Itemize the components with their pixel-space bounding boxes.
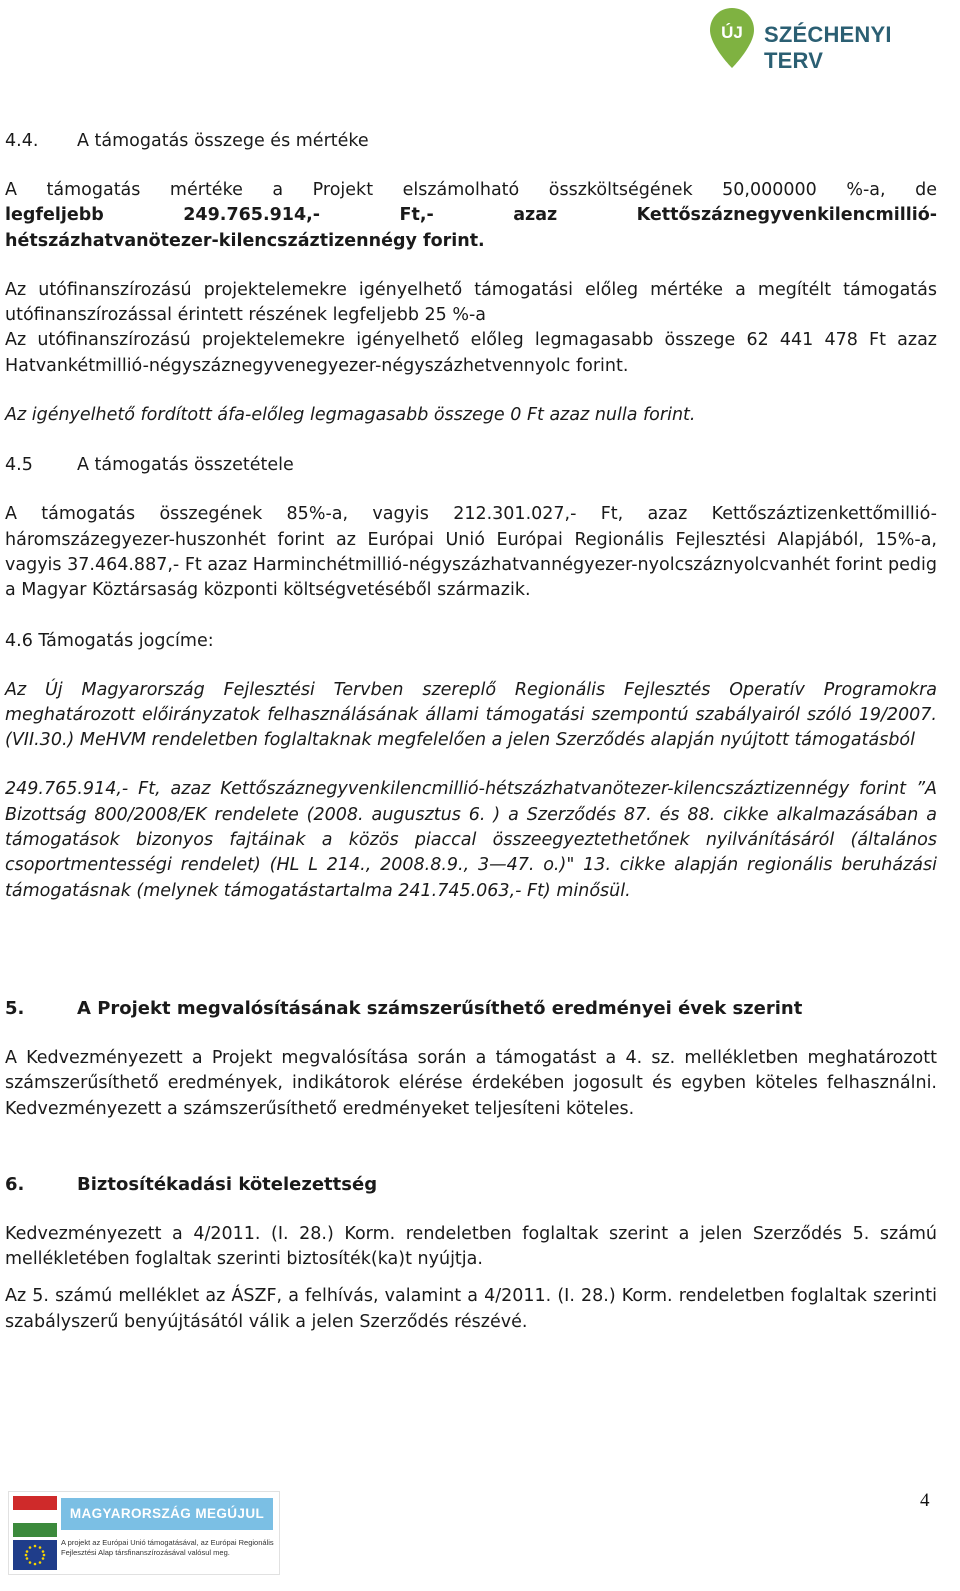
heading-number: 5. [5,997,25,1019]
paragraph-advance-max: Az utófinanszírozású projektelemekre igényelhető előleg legmagasabb összege 62 441 478 Ft azaz Hatvankétmillió-négyszáznegyvenegyezer-négyszázhetvennyolc forint. [5,330,937,376]
heading-section-6 [5,1172,937,1198]
heading-section-5 [5,996,937,1022]
fine-print: A projekt az Európai Unió támogatásával, az Európai Regionális Fejlesztési Alap társfinanszírozásával valósul meg. [61,1538,274,1557]
szechenyi-terv-logo [708,6,948,76]
heading-title: Biztosítékadási kötelezettség [77,1173,378,1195]
logo-text: SZÉCHENYI TERV [764,22,892,73]
paragraph-legal-reference: 249.765.914,- Ft, azaz Kettőszáznegyvenkilencmillió-hétszázhatvanötezer-kilencszáztizennégy forint ”A Bizottság 800/2008/EK rendelete (2008. augusztus 6. ) a Szerződés 87. és 88. cikke alkalmazásában a támogatások bizonyos fajtáinak a közös piaccal összeegyeztethetőnek nyilvánításáról (általános csoportmentességi rendelet) (HL L 214., 2008.8.9., 3—47. o.)" 13. cikke alapján regionális beruházási támogatásnak (melynek támogatástartalma 241.745.063,- Ft) minősül. [5,779,937,901]
paragraph-results: A Kedvezményezett a Projekt megvalósítása során a támogatást a 4. sz. mellékletben meghatározott számszerűsíthető eredmények, indikátorok elérése érdekében jogosult és egyben köteles felhasználni. Kedvezményezett a számszerűsíthető eredményeket teljesíteni köteles. [5,1047,937,1119]
paragraph-composition: A támogatás összegének 85%-a, vagyis 212.301.027,- Ft, azaz Kettőszáztizenkettőmillió-háromszázegyezer-huszonhét forint az Európai Unió Európai Regionális Fejlesztési Alapjából, 15%-a, vagyis 37.464.887,- Ft azaz Harminchétmillió-négyszázhatvannégyezer-nyolcszáznyolcvanhét forint pedig a Magyar Köztársaság központi költségvetéséből származik. [5,504,937,601]
heading-4-5 [5,452,937,478]
heading-title: A támogatás összetétele [77,455,294,476]
paragraph-advance-rate: Az utófinanszírozású projektelemekre igényelhető támogatási előleg mértéke a megítélt támogatás utófinanszírozással érintett részének legfeljebb 25 %-a [5,279,937,326]
paragraph-support-amount [5,178,937,254]
paragraph-line: A támogatás mértéke a Projekt elszámolható összköltségének 50,000000 %-a, de [5,180,937,200]
heading-title: A Projekt megvalósításának számszerűsíthető eredményei évek szerint [77,997,803,1019]
paragraph-vat-advance: Az igényelhető fordított áfa-előleg legmagasabb összege 0 Ft azaz nulla forint. [5,405,696,426]
paragraph-line: legfeljebb 249.765.914,- Ft,- azaz Kettőszáznegyvenkilencmillió- [5,205,937,226]
heading-number: 4.4. [5,131,39,151]
magyarorszag-megujul-logo [8,1491,280,1575]
heading-number: 4.5 [5,455,33,476]
hungarian-flag-icon [13,1496,57,1537]
heading-title: A támogatás összege és mértéke [77,131,369,151]
logo-mark-text: ÚJ [721,23,743,42]
heading-4-4 [5,128,937,154]
page-number: 4 [920,1490,930,1511]
paragraph-legal-basis: Az Új Magyarország Fejlesztési Tervben szereplő Regionális Fejlesztés Operatív Programokra meghatározott előirányzatok felhasználásának állami támogatási szempontú szabályairól szóló 19/2007. (VII.30.) MeHVM rendeletben foglaltaknak megfelelően a jelen Szerződés alapján nyújtott támogatásból [5,679,937,751]
banner-text: MAGYARORSZÁG MEGÚJUL [61,1498,273,1530]
location-pin-icon [708,6,756,70]
paragraph-line: hétszázhatvanötezer-kilencszáztizennégy forint. [5,230,485,251]
paragraph-annex: Az 5. számú melléklet az ÁSZF, a felhívás, valamint a 4/2011. (I. 28.) Korm. rendeletben foglaltak szerinti szabályszerű benyújtásától válik a jelen Szerződés részévé. [5,1286,937,1332]
document-body [5,128,937,1335]
paragraph-guarantee: Kedvezményezett a 4/2011. (I. 28.) Korm. rendeletben foglaltak szerint a jelen Szerződés 5. számú mellékletében foglaltak szerinti biztosíték(ka)t nyújtja. [5,1223,937,1270]
eu-flag-icon [13,1540,57,1570]
heading-number: 6. [5,1173,25,1195]
heading-4-6: 4.6 Támogatás jogcíme: [5,630,214,651]
